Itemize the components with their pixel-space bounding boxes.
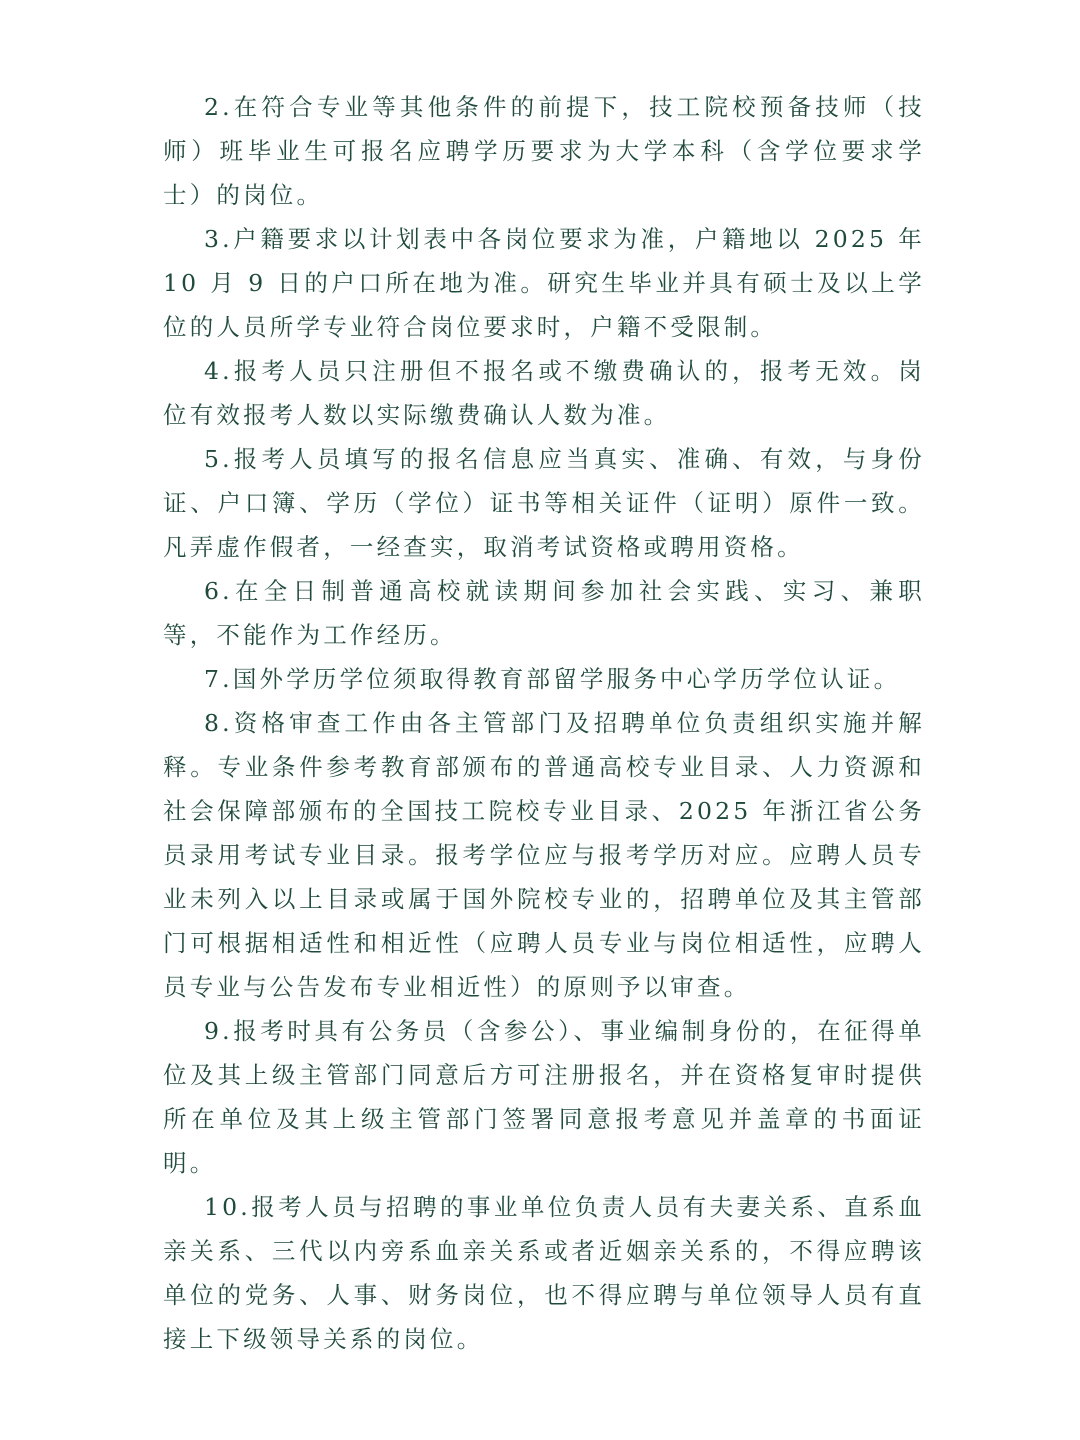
paragraph-item-5: 5.报考人员填写的报名信息应当真实、准确、有效，与身份证、户口簿、学历（学位）证书等相关证件（证明）原件一致。凡弄虚作假者，一经查实，取消考试资格或聘用资格。 (163, 445, 925, 561)
paragraph-item-6: 6.在全日制普通高校就读期间参加社会实践、实习、兼职等，不能作为工作经历。 (163, 577, 925, 649)
paragraph-item-8: 8.资格审查工作由各主管部门及招聘单位负责组织实施并解释。专业条件参考教育部颁布的普通高校专业目录、人力资源和社会保障部颁布的全国技工院校专业目录、2025 年浙江省公务员录用考试专业目录。报考学位应与报考学历对应。应聘人员专业未列入以上目录或属于国外院校专业的，招聘单位及其主管部门可根据相适性和相近性（应聘人员专业与岗位相适性，应聘人员专业与公告发布专业相近性）的原则予以审查。 (163, 709, 925, 1001)
paragraph-item-9: 9.报考时具有公务员（含参公）、事业编制身份的，在征得单位及其上级主管部门同意后方可注册报名，并在资格复审时提供所在单位及其上级主管部门签署同意报考意见并盖章的书面证明。 (163, 1017, 925, 1177)
document-body (163, 85, 925, 1361)
paragraph-item-2: 2.在符合专业等其他条件的前提下，技工院校预备技师（技师）班毕业生可报名应聘学历要求为大学本科（含学位要求学士）的岗位。 (163, 93, 925, 209)
paragraph-item-10: 10.报考人员与招聘的事业单位负责人员有夫妻关系、直系血亲关系、三代以内旁系血亲关系或者近姻亲关系的，不得应聘该单位的党务、人事、财务岗位，也不得应聘与单位领导人员有直接上下级领导关系的岗位。 (163, 1193, 925, 1353)
paragraph-item-4: 4.报考人员只注册但不报名或不缴费确认的，报考无效。岗位有效报考人数以实际缴费确认人数为准。 (163, 357, 925, 429)
paragraph-item-7: 7.国外学历学位须取得教育部留学服务中心学历学位认证。 (204, 665, 901, 693)
paragraph-item-3: 3.户籍要求以计划表中各岗位要求为准，户籍地以 2025 年 10 月 9 日的户口所在地为准。研究生毕业并具有硕士及以上学位的人员所学专业符合岗位要求时，户籍不受限制。 (163, 225, 925, 341)
